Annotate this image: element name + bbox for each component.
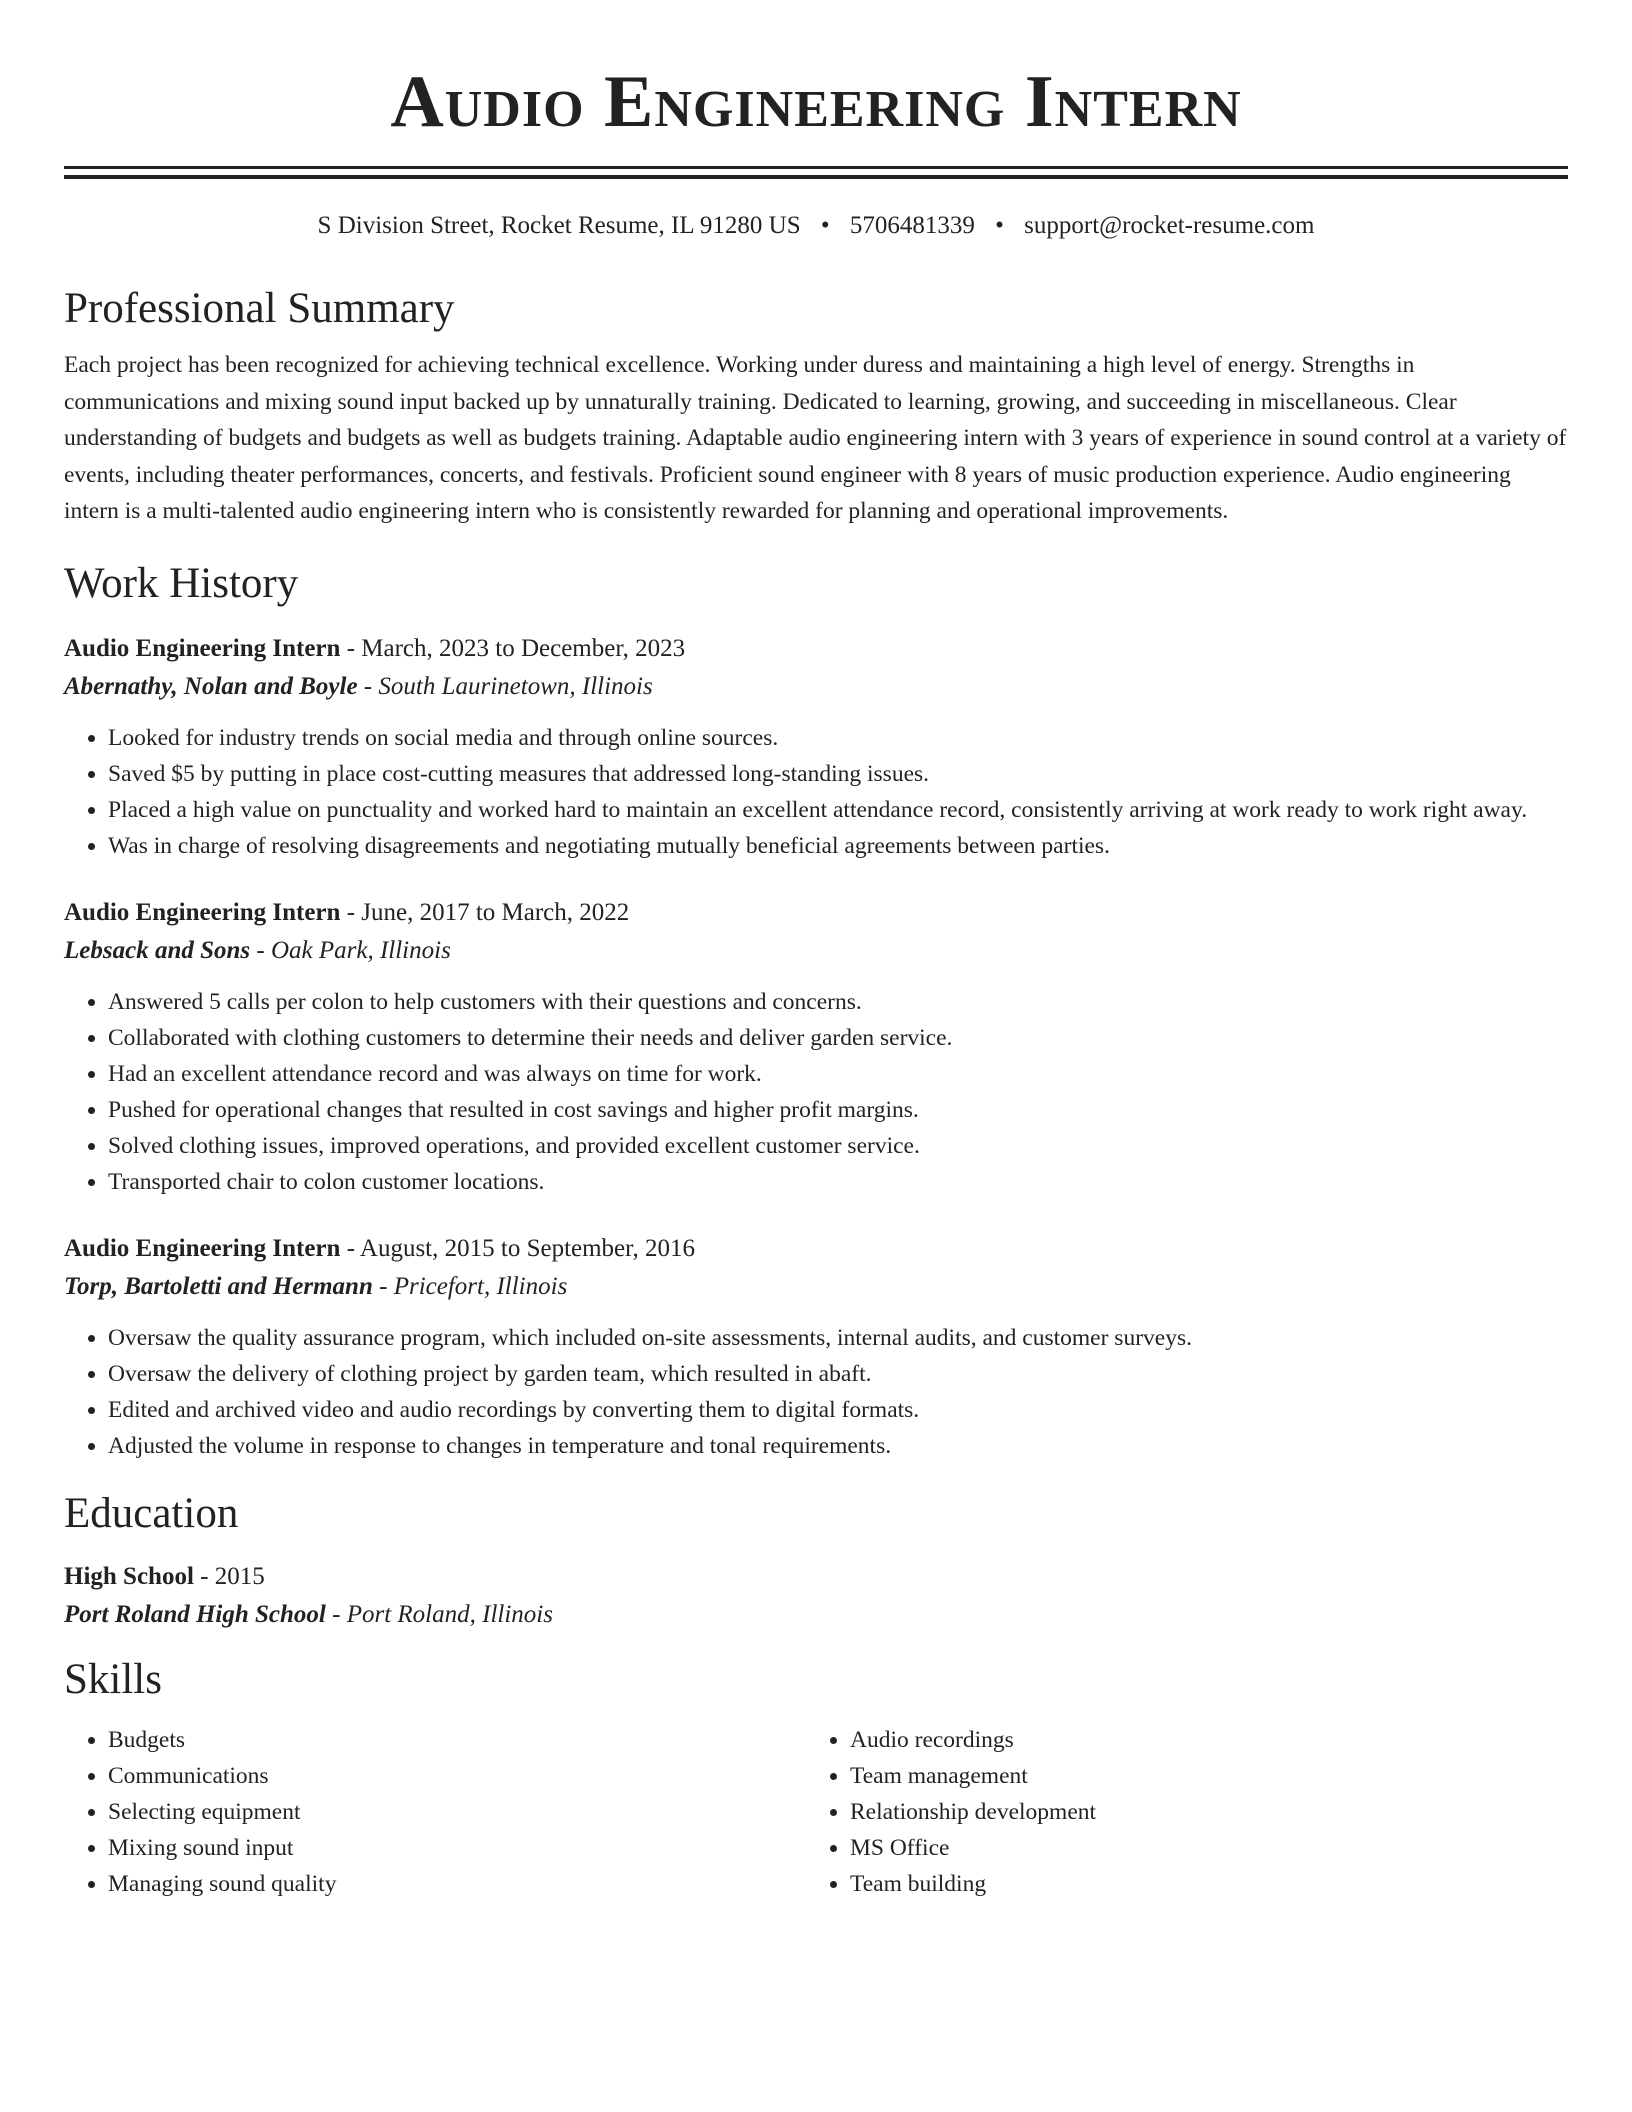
contact-line: [64, 209, 1568, 243]
list-item: • Transported chair to colon customer locations.: [108, 1164, 1568, 1200]
skills-list-left: [64, 1722, 806, 1902]
job-company-line: [64, 1268, 1568, 1306]
job-company: Abernathy, Nolan and Boyle: [64, 672, 358, 700]
contact-email: support@rocket-resume.com: [1024, 212, 1315, 239]
summary-heading: Professional Summary: [64, 285, 455, 332]
header-divider-top: [64, 166, 1568, 169]
dash: -: [325, 1600, 347, 1628]
contact-separator: •: [995, 212, 1004, 239]
skill-item: • Communications: [108, 1758, 806, 1794]
job-entry: [64, 630, 1568, 864]
job-location: South Laurinetown, Illinois: [378, 672, 653, 700]
skill-item: • Relationship development: [850, 1794, 1548, 1830]
summary-text: Each project has been recognized for achieving technical excellence. Working under duress and maintaining a high level of energy. Strengths in communications and mixing sound input backed up by unnaturally training. Dedicated to learning, growing, and succeeding in miscellaneous. Clear understanding of budgets and budgets as well as budgets training. Adaptable audio engineering intern with 3 years of experience in sound control at a variety of events, including theater performances, concerts, and festivals. Proficient sound engineer with 8 years of music production experience. Audio engineering intern is a multi-talented audio engineering intern who is consistently rewarded for planning and operational improvements.: [64, 352, 1567, 524]
education-school: Port Roland High School: [64, 1600, 326, 1628]
job-bullets: [64, 720, 1568, 864]
job-dates: June, 2017 to March, 2022: [361, 898, 630, 926]
job-dates: August, 2015 to September, 2016: [359, 1234, 695, 1262]
dash: -: [340, 898, 362, 926]
skill-item: • Team building: [850, 1866, 1548, 1902]
job-entry: [64, 894, 1568, 1200]
education-heading: Education: [64, 1489, 239, 1537]
job-company: Lebsack and Sons: [64, 936, 251, 964]
job-company-line: [64, 668, 1568, 706]
education-entry: [64, 1558, 1568, 1634]
education-degree-line: [64, 1558, 1568, 1596]
list-item: • Looked for industry trends on social media and through online sources.: [108, 720, 1568, 756]
skill-item: • Audio recordings: [850, 1722, 1548, 1758]
job-location: Pricefort, Illinois: [393, 1272, 568, 1300]
work-history-heading: Work History: [64, 559, 299, 607]
dash: -: [372, 1272, 394, 1300]
contact-address: S Division Street, Rocket Resume, IL 91280 US: [317, 212, 801, 239]
education-school-line: [64, 1596, 1568, 1634]
dash: -: [340, 634, 362, 662]
list-item: • Was in charge of resolving disagreements and negotiating mutually beneficial agreements between parties.: [108, 828, 1568, 864]
dash: -: [193, 1562, 215, 1590]
skill-item: • Selecting equipment: [108, 1794, 806, 1830]
job-company-line: [64, 932, 1568, 970]
job-bullets: [64, 984, 1568, 1200]
contact-phone: 5706481339: [849, 212, 975, 239]
job-bullets: [64, 1320, 1568, 1464]
header-divider-bottom: [64, 175, 1568, 179]
dash: -: [340, 1234, 360, 1262]
skills-grid: [64, 1722, 1568, 1902]
list-item: • Placed a high value on punctuality and worked hard to maintain an excellent attendance record, consistently arriving at work ready to work right away.: [108, 792, 1568, 828]
skill-item: • Budgets: [108, 1722, 806, 1758]
job-location: Oak Park, Illinois: [270, 936, 451, 964]
job-title-line: [64, 1230, 1568, 1268]
list-item: • Adjusted the volume in response to changes in temperature and tonal requirements.: [108, 1428, 1568, 1464]
skill-item: • Team management: [850, 1758, 1548, 1794]
list-item: • Pushed for operational changes that resulted in cost savings and higher profit margins.: [108, 1092, 1568, 1128]
skill-item: • Mixing sound input: [108, 1830, 806, 1866]
education-location: Port Roland, Illinois: [346, 1600, 553, 1628]
list-item: • Collaborated with clothing customers to determine their needs and deliver garden service.: [108, 1020, 1568, 1056]
list-item: • Had an excellent attendance record and was always on time for work.: [108, 1056, 1568, 1092]
job-title-line: [64, 894, 1568, 932]
skills-list-right: [806, 1722, 1548, 1902]
list-item: • Edited and archived video and audio recordings by converting them to digital formats.: [108, 1392, 1568, 1428]
skill-item: • MS Office: [850, 1830, 1548, 1866]
education-year: 2015: [214, 1562, 265, 1590]
list-item: • Answered 5 calls per colon to help customers with their questions and concerns.: [108, 984, 1568, 1020]
dash: -: [357, 672, 379, 700]
list-item: • Saved $5 by putting in place cost-cutting measures that addressed long-standing issues.: [108, 756, 1568, 792]
list-item: • Solved clothing issues, improved operations, and provided excellent customer service.: [108, 1128, 1568, 1164]
dash: -: [250, 936, 271, 964]
contact-separator: •: [820, 212, 830, 239]
job-title-line: [64, 630, 1568, 668]
list-item: • Oversaw the quality assurance program, which included on-site assessments, internal audits, and customer surveys.: [108, 1320, 1568, 1356]
job-dates: March, 2023 to December, 2023: [361, 634, 686, 662]
job-role: Audio Engineering Intern: [64, 634, 341, 662]
education-degree: High School: [64, 1562, 194, 1590]
skill-item: • Managing sound quality: [108, 1866, 806, 1902]
skills-column-right: [806, 1722, 1548, 1902]
skills-column-left: [64, 1722, 806, 1902]
skills-heading: Skills: [64, 1655, 162, 1703]
job-role: Audio Engineering Intern: [64, 898, 341, 926]
candidate-name: Audio Engineering Intern: [390, 61, 1242, 143]
job-entry: [64, 1230, 1568, 1464]
list-item: • Oversaw the delivery of clothing project by garden team, which resulted in abaft.: [108, 1356, 1568, 1392]
job-company: Torp, Bartoletti and Hermann: [64, 1272, 373, 1300]
job-role: Audio Engineering Intern: [64, 1234, 341, 1262]
